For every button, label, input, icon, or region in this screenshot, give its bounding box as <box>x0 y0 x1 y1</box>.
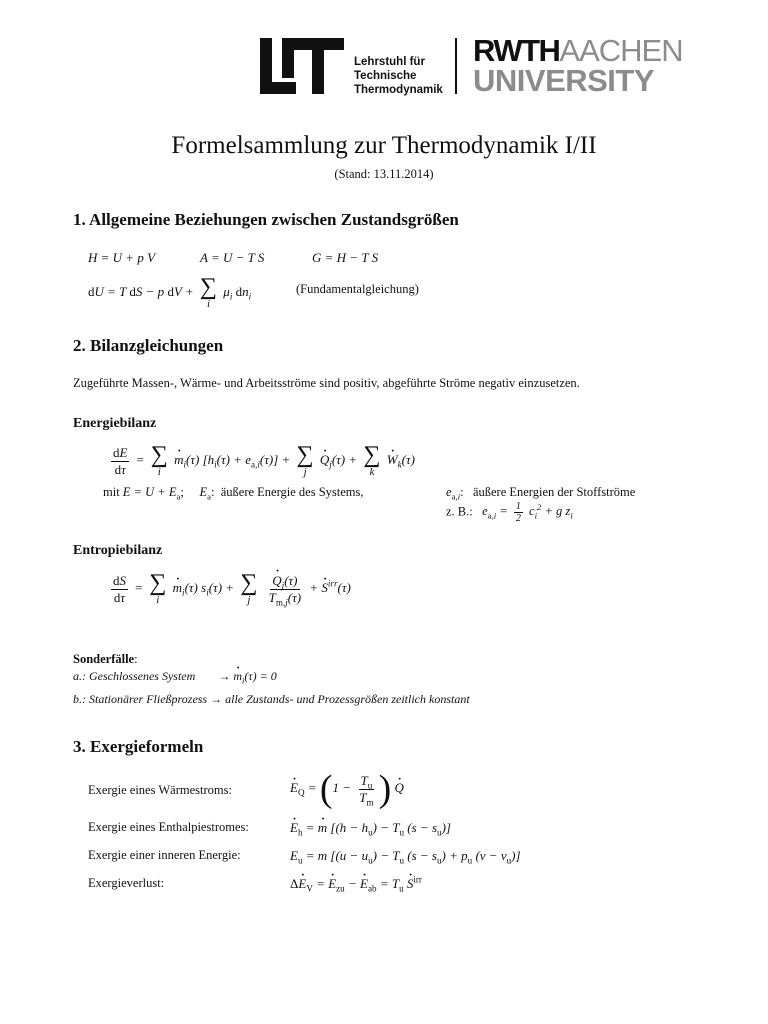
entropy-balance-heading: Entropiebilanz <box>73 543 163 558</box>
special-b-label: b.: Stationärer Fließprozess <box>73 692 208 706</box>
exergy-row-label: Exergie eines Wärmestroms: <box>88 783 232 797</box>
special-heading-text: Sonderfälle <box>73 652 135 666</box>
mit-label: mit <box>103 485 120 499</box>
special-case-b: b.: Stationärer Fließprozess → alle Zustands- und Prozessgrößen zeitlich konstant <box>73 692 470 706</box>
eai-description: äußere Energien der Stoffströme <box>472 485 636 499</box>
eai-example <box>446 501 573 524</box>
exergy-row-label: Exergie eines Enthalpiestromes: <box>88 820 249 834</box>
eai-symbol: $e_{a,i}$ <box>446 485 461 502</box>
university-text: UNIVERSITY <box>473 63 655 98</box>
rwth-logo <box>473 33 683 98</box>
formula-enthalpy: H = U + p V <box>88 250 156 265</box>
formula-exergy-heat: $E \cdot_Q = (1$ − $\frac{T_u}{T_m}$ ) Q · <box>290 770 404 808</box>
aachen-text: AACHEN <box>559 33 683 68</box>
balance-intro: Zugeführte Massen-, Wärme- und Arbeitsströme sind positiv, abgeführte Ströme negativ einzusetzen. <box>73 376 580 390</box>
special-b-text: alle Zustands- und Prozessgrößen zeitlich konstant <box>225 692 470 706</box>
formula-exergy-internal: $E_u = m$ [$(u - u_u) - T_u$ $(s - s_u) + p_u$ $(v - v_u)$] <box>290 848 521 866</box>
formula-gibbs: G = H − T S <box>312 250 379 265</box>
section-3-heading: 3. Exergieformeln <box>73 737 204 756</box>
exergy-row-label: Exergie einer inneren Energie: <box>88 848 241 862</box>
formula-exergy-enthalpy: $E \cdot_h = m \cdot [(h - h_u) - T_u$ $(s - s_u)$] <box>290 820 451 836</box>
special-cases-heading: Sonderfälle: <box>73 652 138 666</box>
lt-logo-mark <box>260 38 344 94</box>
zb-label: z. B.: <box>446 504 473 519</box>
energy-definition: $E = U + E_a$ <box>122 485 181 502</box>
energy-balance-notes: mit $E = U + E_a$; $E_a$: äußere Energie des Systems, <box>103 485 364 502</box>
special-case-a: a.: Geschlossenes System → $m \cdot_i(\tau) = 0$ <box>73 669 277 684</box>
ea-symbol: $E_a$ <box>199 485 211 502</box>
formula-fundamental: dU = T dS − p dV + ∑ i $\mu_i$ $dn_i$ <box>88 274 252 310</box>
page-title: Formelsammlung zur Thermodynamik I/II <box>171 132 597 159</box>
formula-helmholtz: A = U − T S <box>200 250 265 265</box>
date-stamp: (Stand: 13.11.2014) <box>334 167 434 181</box>
eai-formula: $e_{a,i}$ = $\frac{1}{2}$ $c_i^2 + g$ $z_i$ <box>482 501 573 524</box>
fundamental-label: (Fundamentalgleichung) <box>296 282 419 296</box>
formula-energy-balance: $\frac{dE}{d\tau}$ = ∑ i $m \cdot_i(\tau) [h_i(\tau) + e_{a,i}(\tau)]$ + ∑ j $Q \cdot_j(\tau)$ + ∑ k $W \cdot_k(\tau)$ <box>108 444 415 478</box>
lt-line-1: Lehrstuhl für <box>354 56 425 68</box>
eai-note: $e_{a,i}$: äußere Energien der Stoffströme <box>446 485 636 502</box>
lt-line-3: Thermodynamik <box>354 84 443 96</box>
rwth-text: RWTH <box>473 33 560 68</box>
lt-institute-name <box>354 55 443 97</box>
lt-line-2: Technische <box>354 70 417 82</box>
section-2-heading: 2. Bilanzgleichungen <box>73 336 224 355</box>
formula-exergy-loss: $\Delta E \cdot_V = E \cdot_{zu} - E \cdot_{ab} = T_u$ S ·$^{irr}$ <box>290 876 422 892</box>
special-a-label: a.: Geschlossenes System <box>73 669 196 683</box>
header-divider <box>455 38 457 94</box>
section-1-heading: 1. Allgemeine Beziehungen zwischen Zustandsgrößen <box>73 210 459 229</box>
rwth-line-1 <box>473 33 683 68</box>
ea-description: äußere Energie des Systems, <box>220 485 364 499</box>
exergy-row-label: Exergieverlust: <box>88 876 165 890</box>
energy-balance-heading: Energiebilanz <box>73 416 157 431</box>
lt-logo <box>260 38 344 94</box>
special-a-formula: $m \cdot_i(\tau) = 0$ <box>233 669 276 683</box>
formula-entropy-balance: $\frac{dS}{d\tau}$ = ∑ i $m \cdot_i(\tau) s_i(\tau)$ + ∑ j $\frac{Q \cdot_j(\tau)}{T_{m,j}(\tau)}$ + S ·$^{irr}$(τ) <box>108 572 351 606</box>
